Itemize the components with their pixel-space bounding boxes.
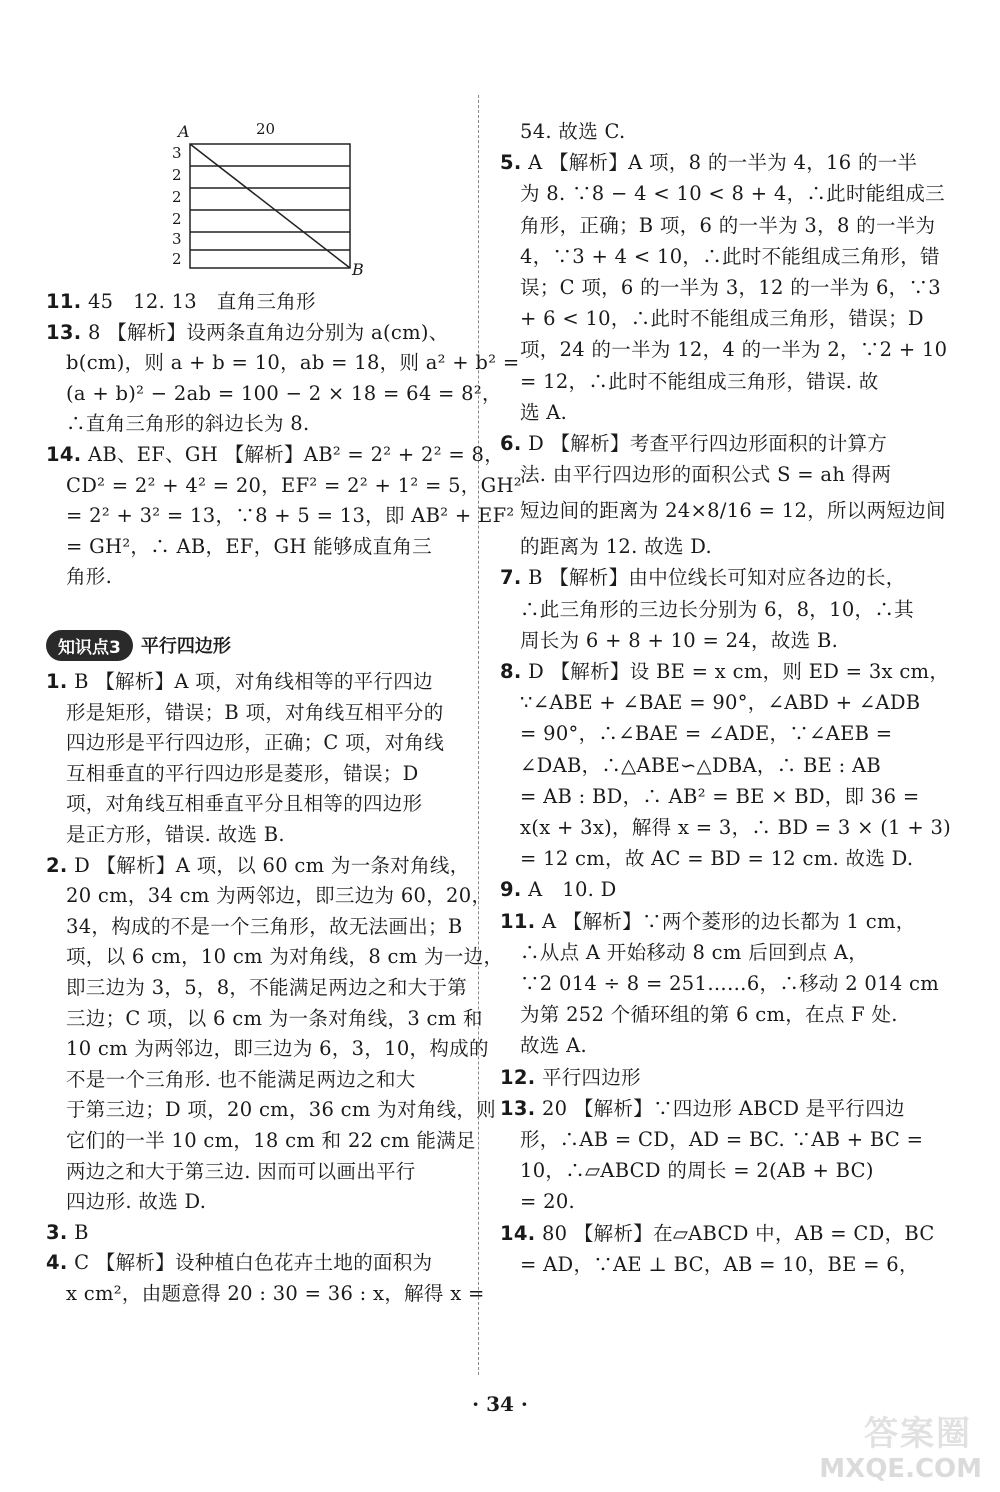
item-text: ∴直角三角形的斜边长为 8. — [66, 412, 310, 436]
text-line — [520, 243, 940, 271]
text-line — [520, 752, 881, 780]
text-line — [66, 821, 285, 849]
figure-label-b: B — [352, 260, 364, 279]
text-line — [520, 596, 914, 624]
item-text: = 2² + 3² = 13，∵8 + 5 = 13，即 AB² + EF² — [66, 504, 515, 528]
item-text: B 【解析】A 项，对角线相等的平行四边 — [67, 670, 433, 693]
text-line — [520, 118, 626, 146]
item-number: 14. — [500, 1221, 536, 1245]
text-line — [520, 399, 567, 427]
text-line — [520, 305, 924, 333]
item-text: 两边之和大于第三边. 因而可以画出平行 — [66, 1159, 416, 1183]
item-number: 3. — [46, 1220, 68, 1244]
text-line — [66, 1280, 485, 1308]
figure-side-4: 2 — [172, 210, 182, 228]
text-line — [500, 1095, 905, 1123]
text-line — [46, 1219, 89, 1247]
item-text: 10，∴▱ABCD 的周长 = 2(AB + BC) — [520, 1159, 874, 1183]
text-line — [520, 368, 879, 396]
section-title: 平行四边形 — [140, 636, 231, 657]
text-line — [66, 349, 519, 377]
item-text: A 【解析】∵两个菱形的边长都为 1 cm， — [535, 909, 916, 933]
item-text: B 【解析】由中位线长可知对应各边的长， — [521, 566, 906, 590]
item-text: 选 A. — [520, 400, 568, 424]
page-number: · 34 · — [472, 1392, 528, 1416]
item-number: 2. — [46, 853, 68, 877]
item-text: 短边间的距离为 24×8/16 = 12，所以两短边间 — [520, 499, 946, 523]
text-line — [520, 212, 935, 240]
item-text: D 【解析】A 项，以 60 cm 为一条对角线， — [67, 853, 470, 877]
item-text: (a + b)² − 2ab = 100 − 2 × 18 = 64 = 8²， — [66, 381, 502, 405]
item-text: CD² = 2² + 4² = 20，EF² = 2² + 1² = 5，GH² — [66, 473, 522, 497]
text-line — [66, 410, 310, 438]
item-text: b(cm)，则 a + b = 10，ab = 18，则 a² + b² = — [66, 351, 520, 375]
section-header — [46, 628, 231, 662]
item-text: 互相垂直的平行四边形是菱形，错误；D — [66, 761, 419, 785]
item-text: = AD，∵AE ⊥ BC，AB = 10，BE = 6， — [520, 1252, 919, 1276]
item-text: 角形，正确；B 项，6 的一半为 3，8 的一半为 — [520, 213, 936, 237]
item-text: 54. 故选 C. — [520, 120, 626, 143]
item-text: B — [67, 1220, 89, 1244]
watermark — [802, 1406, 982, 1484]
item-text: ∴从点 A 开始移动 8 cm 后回到点 A， — [520, 940, 869, 964]
item-text: 即三边为 3，5，8，不能满足两边之和大于第 — [66, 976, 468, 999]
text-line — [500, 876, 617, 904]
item-text: 45 12. 13 直角三角形 — [81, 290, 316, 313]
item-text: 形是矩形，错误；B 项，对角线互相平分的 — [66, 700, 444, 724]
text-line — [520, 274, 941, 302]
item-text: ∠DAB，∴△ABE∽△DBA，∴ BE : AB — [520, 753, 882, 777]
text-line — [520, 720, 892, 748]
item-text: = 20. — [520, 1190, 576, 1214]
item-text: 为 8. ∵8 − 4 < 10 < 8 + 4，∴此时能组成三 — [520, 182, 945, 206]
item-text: = 12，∴此时不能组成三角形，错误. 故 — [520, 369, 879, 393]
text-line — [520, 1032, 587, 1060]
text-line — [500, 430, 887, 458]
item-number: 13. — [46, 320, 82, 344]
item-text: 形，∴AB = CD，AD = BC. ∵AB + BC = — [520, 1128, 924, 1151]
item-text: 项，以 6 cm，10 cm 为对角线，8 cm 为一边， — [66, 945, 504, 969]
item-number: 6. — [500, 432, 522, 455]
text-line — [520, 533, 712, 561]
item-text: C 【解析】设种植白色花卉土地的面积为 — [67, 1251, 433, 1275]
item-text: = 12 cm，故 AC = BD = 12 cm. 故选 D. — [520, 847, 914, 871]
item-text: 法. 由平行四边形的面积公式 S = ah 得两 — [520, 463, 892, 487]
item-number: 11. — [46, 290, 82, 313]
text-line — [520, 336, 947, 364]
text-line — [66, 729, 444, 757]
item-text: ∴此三角形的三边长分别为 6，8，10，∴其 — [520, 597, 914, 621]
item-text: x cm²，由题意得 20 : 30 = 36 : x，解得 x = — [66, 1282, 485, 1305]
text-line — [66, 760, 419, 788]
text-line — [66, 699, 444, 727]
item-text: 20 cm，34 cm 为两邻边，即三边为 60，20， — [66, 884, 492, 908]
item-number: 8. — [500, 660, 522, 683]
item-text: 不是一个三角形. 也不能满足两边之和大 — [66, 1067, 416, 1091]
item-text: ∵∠ABE + ∠BAE = 90°，∠ABD + ∠ADB — [520, 691, 921, 715]
item-text: 于第三边；D 项，20 cm，36 cm 为对角线，则 — [66, 1098, 496, 1122]
item-text: + 6 < 10，∴此时不能组成三角形，错误；D — [520, 307, 924, 331]
text-line — [520, 783, 919, 811]
item-text: A 【解析】A 项，8 的一半为 4，16 的一半 — [521, 151, 918, 175]
figure-side-5: 3 — [172, 230, 182, 248]
item-number: 13. — [500, 1096, 536, 1120]
item-text: = 90°，∴∠BAE = ∠ADE，∵∠AEB = — [520, 722, 893, 746]
item-number: 5. — [500, 151, 522, 175]
text-line — [46, 441, 504, 469]
item-text: 8 【解析】设两条直角边分别为 a(cm)、 — [81, 320, 449, 344]
item-text: 四边形是平行四边形，正确；C 项，对角线 — [66, 731, 445, 755]
text-line — [66, 502, 515, 530]
text-line — [520, 1126, 923, 1154]
figure-top-width: 20 — [256, 120, 276, 138]
item-text: 是正方形，错误. 故选 B. — [66, 823, 285, 846]
text-line — [46, 288, 316, 316]
text-line — [520, 689, 920, 717]
watermark-logo: 答案圈 — [864, 1414, 972, 1454]
text-line — [66, 913, 462, 941]
item-text: 项，对角线互相垂直平分且相等的四边形 — [66, 792, 423, 816]
text-line — [46, 1249, 432, 1277]
text-line — [66, 533, 432, 561]
figure-side-2: 2 — [172, 166, 182, 184]
item-text: 周长为 6 + 8 + 10 = 24，故选 B. — [520, 628, 839, 652]
text-line — [520, 939, 868, 967]
figure-label-a: A — [178, 122, 190, 141]
item-number: 4. — [46, 1251, 68, 1275]
item-number: 11. — [500, 909, 536, 933]
text-line — [500, 1220, 935, 1248]
figure — [160, 118, 380, 278]
text-line — [66, 1127, 476, 1155]
text-line — [66, 380, 502, 408]
text-line — [520, 497, 946, 525]
text-line — [500, 149, 917, 177]
figure-diagram — [160, 118, 380, 278]
item-text: 角形. — [66, 565, 113, 589]
text-line — [46, 319, 449, 347]
text-line — [520, 845, 913, 873]
watermark-site: MXQE.COM — [819, 1454, 982, 1484]
text-line — [500, 658, 949, 686]
item-text: 的距离为 12. 故选 D. — [520, 535, 712, 559]
text-line — [46, 852, 470, 880]
column-divider — [478, 95, 479, 1375]
text-line — [520, 1157, 874, 1185]
text-line — [66, 1035, 489, 1063]
figure-side-3: 2 — [172, 188, 182, 206]
text-line — [66, 974, 467, 1002]
item-text: AB、EF、GH 【解析】AB² = 2² + 2² = 8， — [81, 443, 504, 466]
item-text: D 【解析】设 BE = x cm，则 ED = 3x cm， — [521, 660, 950, 683]
item-text: ∵2 014 ÷ 8 = 251……6，∴移动 2 014 cm — [520, 972, 940, 995]
item-text: D 【解析】考查平行四边形面积的计算方 — [521, 432, 888, 455]
figure-side-6: 2 — [172, 250, 182, 268]
text-line — [66, 943, 503, 971]
text-line — [520, 180, 945, 208]
item-text: 34，构成的不是一个三角形，故无法画出；B — [66, 914, 463, 938]
item-text: 10 cm 为两邻边，即三边为 6，3，10，构成的 — [66, 1037, 489, 1061]
item-text: A 10. D — [521, 878, 617, 902]
text-line — [500, 564, 906, 592]
text-line — [46, 668, 433, 696]
item-text: 20 【解析】∵四边形 ABCD 是平行四边 — [535, 1096, 905, 1120]
text-line — [520, 1188, 575, 1216]
item-text: 为第 252 个循环组的第 6 cm，在点 F 处. — [520, 1003, 898, 1027]
text-line — [66, 1005, 483, 1033]
text-line — [500, 1064, 641, 1092]
item-text: 平行四边形 — [535, 1065, 641, 1089]
section-badge: 知识点3 — [46, 630, 133, 661]
text-line — [66, 1188, 206, 1216]
item-number: 9. — [500, 878, 522, 902]
item-text: 误；C 项，6 的一半为 3，12 的一半为 6，∵3 — [520, 276, 941, 299]
item-text: 三边；C 项，以 6 cm 为一条对角线，3 cm 和 — [66, 1006, 483, 1030]
item-number: 14. — [46, 443, 82, 466]
item-text: 四边形. 故选 D. — [66, 1190, 207, 1214]
text-line — [520, 1001, 898, 1029]
text-line — [500, 908, 916, 936]
text-line — [66, 790, 422, 818]
item-text: = GH²，∴ AB，EF，GH 能够成直角三 — [66, 534, 432, 558]
item-text: x(x + 3x)，解得 x = 3，∴ BD = 3 × (1 + 3) — [520, 816, 952, 839]
text-line — [520, 627, 838, 655]
text-line — [66, 1096, 496, 1124]
item-number: 7. — [500, 566, 522, 590]
text-line — [66, 1158, 416, 1186]
text-line — [66, 472, 522, 500]
text-line — [520, 1251, 919, 1279]
text-line — [520, 461, 891, 489]
item-text: = AB : BD，∴ AB² = BE × BD，即 36 = — [520, 784, 920, 808]
text-line — [520, 970, 939, 998]
text-line — [66, 1066, 416, 1094]
item-text: 4，∵3 + 4 < 10，∴此时不能组成三角形，错 — [520, 244, 940, 268]
item-text: 80 【解析】在▱ABCD 中，AB = CD，BC — [535, 1221, 935, 1245]
item-text: 项，24 的一半为 12，4 的一半为 2，∵2 + 10 — [520, 338, 948, 362]
item-number: 1. — [46, 670, 68, 693]
text-line — [66, 563, 112, 591]
item-number: 12. — [500, 1065, 536, 1089]
figure-side-1: 3 — [172, 144, 182, 162]
text-line — [520, 814, 951, 842]
item-text: 故选 A. — [520, 1034, 587, 1058]
item-text: 它们的一半 10 cm，18 cm 和 22 cm 能满足 — [66, 1129, 476, 1152]
text-line — [66, 882, 491, 910]
